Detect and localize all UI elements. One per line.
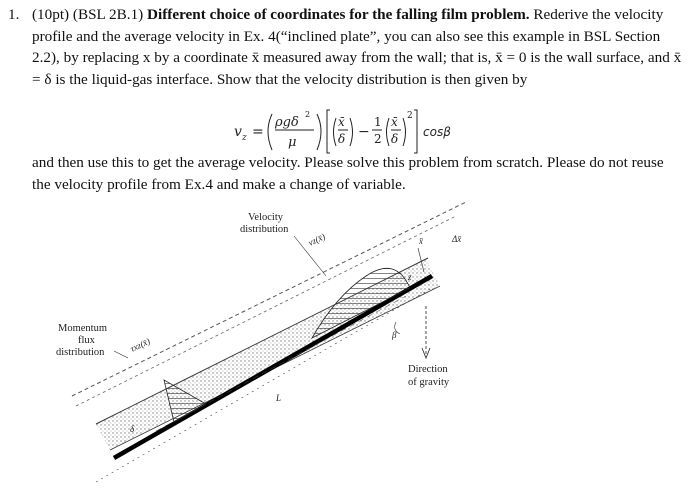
eq-cos-beta: cosβ (423, 125, 451, 139)
gravity-label-1: Direction (408, 364, 448, 375)
eq-half-num: 1 (374, 115, 382, 129)
upper-dashed-line (76, 216, 456, 406)
lower-boundary (96, 288, 432, 482)
velocity-equation (234, 106, 494, 156)
eq-minus: − (358, 124, 370, 140)
z-axis-label: z (408, 272, 412, 282)
eq-half-den: 2 (374, 132, 382, 146)
beta-label: β (392, 330, 397, 340)
eq-coef-sup: 2 (305, 110, 311, 119)
eq-square: 2 (407, 111, 413, 121)
eq-equals: = (252, 124, 264, 140)
vz-label: vz(x̄) (306, 231, 327, 248)
delta-label: δ (130, 424, 135, 434)
eq-lhs: v (234, 124, 242, 140)
gravity-label-2: of gravity (408, 377, 450, 388)
problem-text (32, 4, 684, 90)
delta-xbar-label: Δx̄ (452, 234, 462, 244)
momentum-label-2: flux (78, 335, 95, 346)
inclined-wall (114, 276, 432, 458)
tau-label: τxz(x̄) (128, 335, 152, 354)
falling-film-figure (36, 196, 676, 496)
eq-lhs-sub: z (242, 133, 247, 143)
eq-coef-num: ρgδ (275, 115, 299, 130)
eq-frac1-num: x̄ (338, 115, 345, 129)
eq-frac1-den: δ (338, 132, 346, 146)
eq-frac2-num: x̄ (391, 115, 398, 129)
problem-points: (10pt) (BSL 2B.1) (32, 6, 148, 23)
momentum-label-1: Momentum (58, 323, 107, 334)
eq-frac2-den: δ (391, 132, 399, 146)
length-label: L (276, 393, 282, 403)
problem-body: Rederive the velocity profile and the average velocity in Ex. 4(“inclined plate”, you can also see this example in BSL Section 2.2), by replacing x by a coordinate x̄ measured away from the wall; that is, x̄ = 0 is the wall surface, and x̄ = δ is the liquid-gas interface. Show that the velocity distribution is then given by (32, 6, 682, 88)
velocity-label-1: Velocity (248, 212, 283, 223)
problem-title: Different choice of coordinates for the falling film problem. (147, 6, 530, 23)
velocity-label-2: distribution (240, 224, 289, 235)
eq-coef-den: μ (288, 135, 297, 150)
problem-continuation: and then use this to get the average velocity. Please solve this problem from scratch. Please do not reuse the velocity profile from Ex.4 and make a change of variable. (32, 154, 664, 193)
momentum-label-3: distribution (56, 347, 105, 358)
xbar-axis-label: x̄ (419, 236, 423, 246)
problem-number: 1. (8, 6, 20, 23)
